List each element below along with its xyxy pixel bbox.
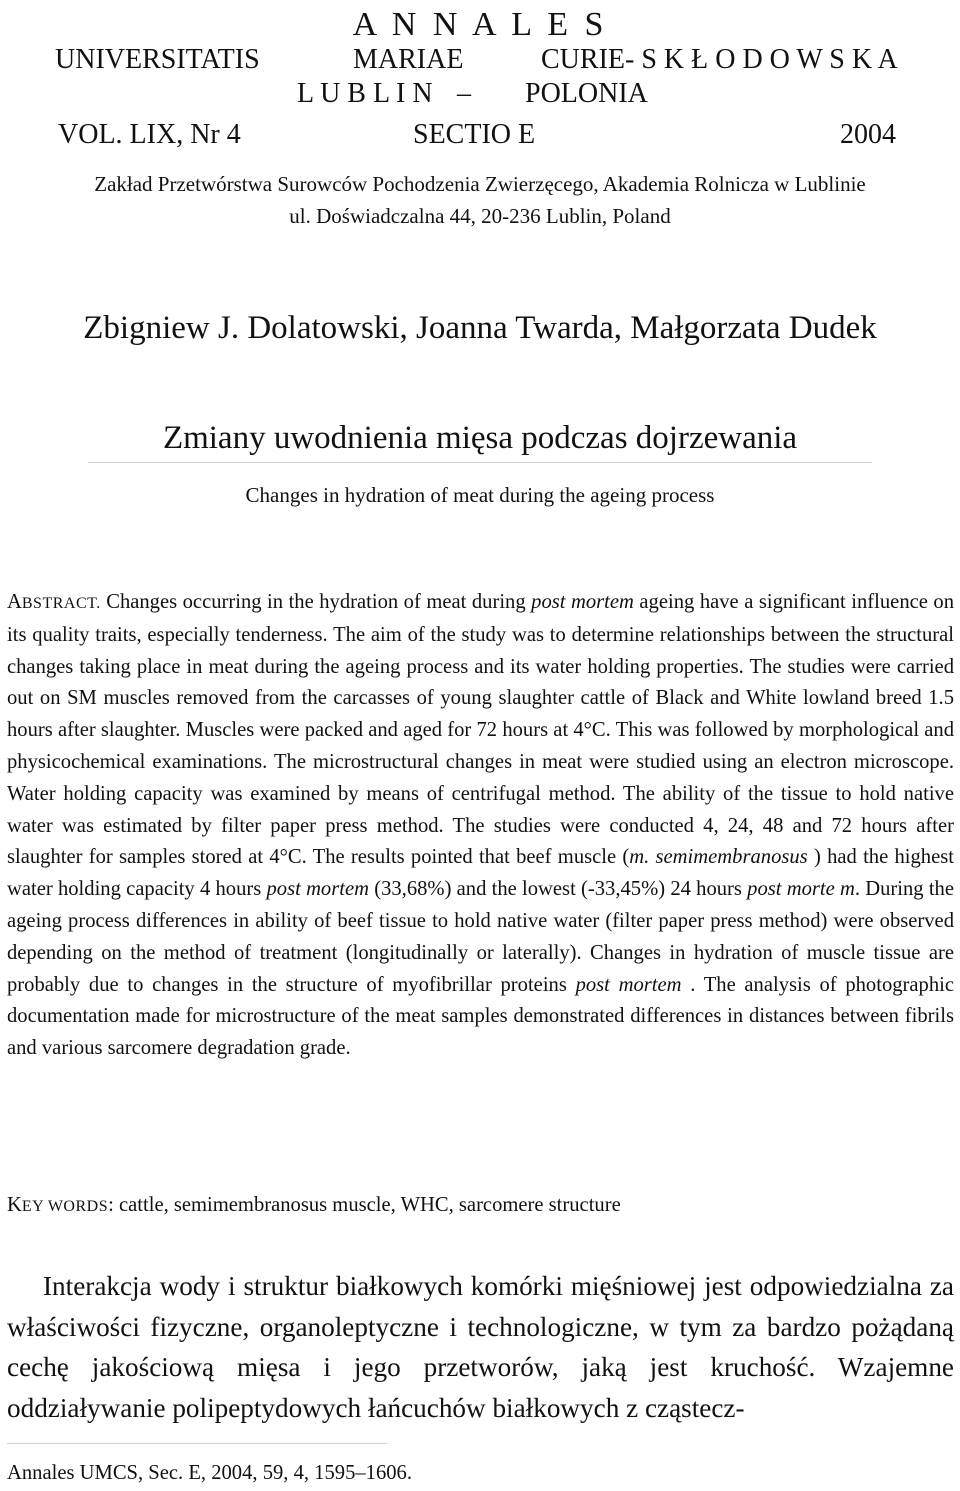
journal-country-polonia: POLONIA: [525, 78, 648, 109]
authors: Zbigniew J. Dolatowski, Joanna Twarda, Małgorzata Dudek: [83, 310, 877, 346]
keywords-label: KEY WORDS:: [7, 1194, 114, 1216]
journal-city-lublin: L U B L I N: [297, 78, 433, 109]
journal-name-mariae: MARIAE: [353, 44, 464, 75]
journal-name-annales: A N N A L E S: [352, 6, 608, 43]
citation-footer: Annales UMCS, Sec. E, 2004, 59, 4, 1595–1606.: [7, 1462, 412, 1484]
journal-dash: –: [457, 78, 471, 109]
title-english: Changes in hydration of meat during the ageing process: [245, 483, 715, 507]
abstract: ABSTRACT. Changes occurring in the hydration of meat during post mortem ageing have a significant influence on its quality traits, especially tenderness. The aim of the study was to determine relationships between the structural changes taking place in meat during the ageing process and its water holding properties. The studies were carried out on SM muscles removed from the carcasses of young slaughter cattle of Black and White lowland breed 1.5 hours after slaughter. Muscles were packed and aged for 72 hours at 4°C. This was followed by morphological and physicochemical examinations. The microstructural changes in meat were studied using an electron microscope. Water holding capacity was examined by means of centrifugal method. The ability of the tissue to hold native water was estimated by filter paper press method. The studies were conducted 4, 24, 48 and 72 hours after slaughter for samples stored at 4°C. The results pointed that beef muscle (m. semimembranosus ) had the highest water holding capacity 4 hours post mortem (33,68%) and the lowest (-33,45%) 24 hours post morte m. During the ageing process differences in ability of beef tissue to hold native water (filter paper press method) were observed depending on the method of treatment (longitudinally or laterally). Changes in hydration of muscle tissue are probably due to changes in the structure of myofibrillar proteins post mortem . The analysis of photographic documentation made for microstructure of the meat samples demonstrated differences in distances between fibrils and various sarcomere degradation grade.: [7, 591, 954, 1060]
journal-name-universitatis: UNIVERSITATIS: [55, 44, 260, 75]
journal-section: SECTIO E: [413, 119, 536, 150]
affiliation-line-2: ul. Doświadczalna 44, 20-236 Lublin, Poland: [289, 204, 671, 228]
journal-name-curie-sklodowska: CURIE- S K Ł O D O W S K A: [541, 44, 898, 75]
footnote-divider: [7, 1443, 387, 1444]
intro-paragraph: Interakcja wody i struktur białkowych komórki mięśniowej jest odpowiedzialna za właściwości fizyczne, organoleptyczne i technologiczne, w tym za bardzo pożądaną cechę jakościową mięsa i jego przetworów, jaką jest kruchość. Wzajemne oddziaływanie polipeptydowych łańcuchów białkowych z cząstecz-: [7, 1271, 954, 1423]
journal-volume: VOL. LIX, Nr 4: [58, 119, 241, 150]
title-divider: [88, 462, 872, 463]
journal-year: 2004: [840, 119, 896, 150]
keywords: KEY WORDS: cattle, semimembranosus muscle, WHC, sarcomere structure: [7, 1194, 621, 1216]
affiliation-line-1: Zakład Przetwórstwa Surowców Pochodzenia Zwierzęcego, Akademia Rolnicza w Lublinie: [94, 172, 866, 196]
title-polish: Zmiany uwodnienia mięsa podczas dojrzewania: [162, 420, 798, 456]
abstract-label: ABSTRACT.: [7, 591, 101, 613]
